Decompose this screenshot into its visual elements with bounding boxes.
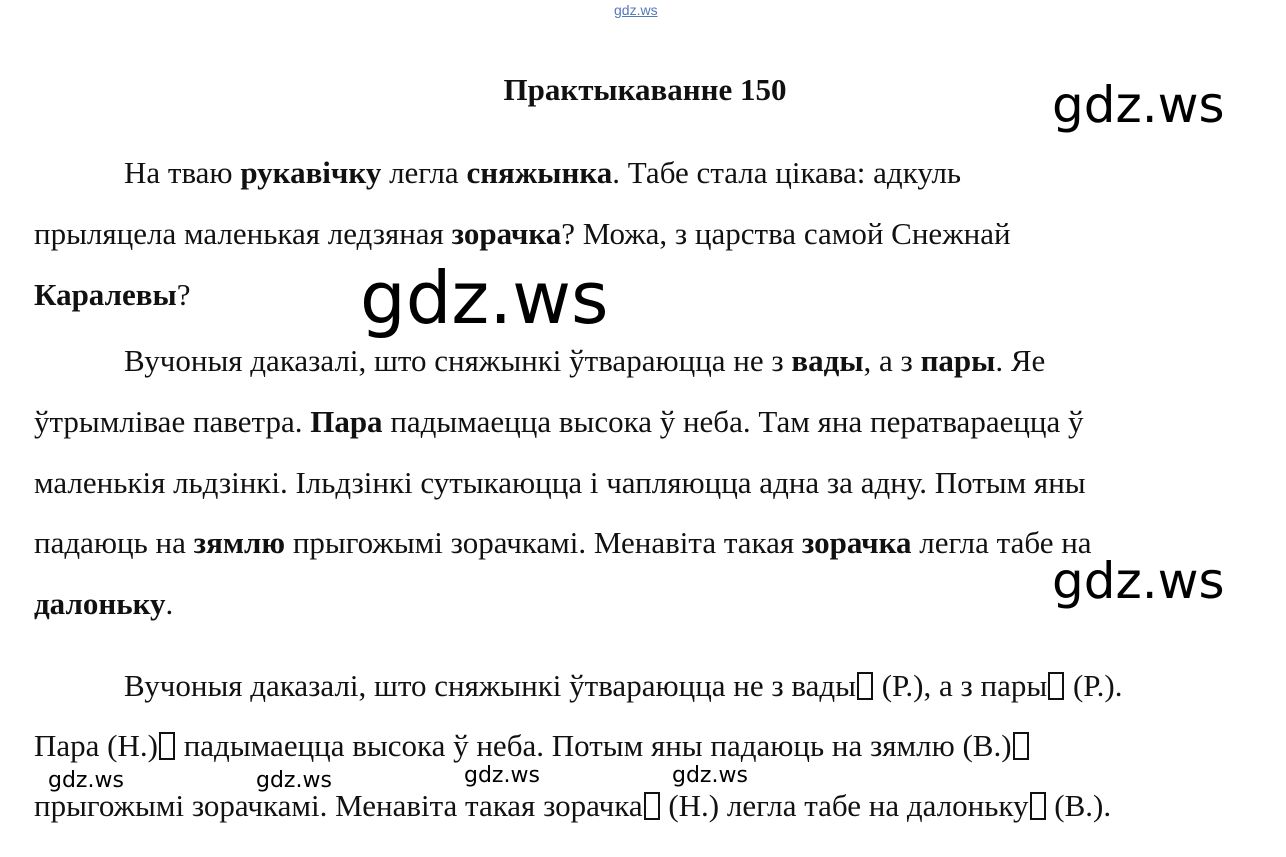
text: Вучоныя даказалі, што сняжынкі ўтвараюцца не з xyxy=(124,343,792,378)
watermark-logo: gdz.ws xyxy=(360,256,609,340)
text: прыгожымі зорачкамі. Менавіта такая xyxy=(285,525,802,560)
text: маленькія льдзінкі. Ільдзінкі сутыкаюцца і чапляюцца адна за адну. Потым яны xyxy=(34,465,1086,500)
text: (Р.), а з пары xyxy=(873,668,1048,703)
ending-box xyxy=(857,672,873,700)
bold-word: сняжынка xyxy=(466,155,613,190)
ending-box xyxy=(644,792,660,820)
bold-word: вады xyxy=(791,343,864,378)
ending-box xyxy=(1048,672,1064,700)
text: легла xyxy=(381,155,467,190)
bold-word: зямлю xyxy=(193,525,286,560)
text: ? xyxy=(176,277,191,312)
text: ? Можа, з царства самой Снежнай xyxy=(561,216,1011,251)
watermark-logo: gdz.ws xyxy=(464,763,540,788)
bold-word: Пара xyxy=(310,404,383,439)
answer-line2 xyxy=(34,728,1030,764)
paragraph2-line5 xyxy=(34,586,173,622)
paragraph2-line4 xyxy=(34,525,1092,561)
bold-word: рукавічку xyxy=(240,155,382,190)
paragraph1-line2 xyxy=(34,216,1011,252)
bold-word: пары xyxy=(920,343,996,378)
paragraph2-line1 xyxy=(124,343,1045,379)
text: На тваю xyxy=(124,155,241,190)
text: . xyxy=(165,586,174,621)
text: ўтрымлівае паветра. xyxy=(34,404,311,439)
watermark-top-link[interactable]: gdz.ws xyxy=(614,2,658,18)
paragraph1-line3 xyxy=(34,277,190,313)
paragraph1-line1 xyxy=(124,155,961,191)
text: Пара (Н.) xyxy=(34,728,158,763)
bold-word: зорачка xyxy=(451,216,562,251)
ending-box xyxy=(1013,732,1029,760)
text: прыляцела маленькая ледзяная xyxy=(34,216,452,251)
ending-box xyxy=(159,732,175,760)
answer-line1 xyxy=(124,668,1122,704)
text: легла табе на xyxy=(911,525,1092,560)
text: (Н.) легла табе на далоньку xyxy=(660,788,1029,823)
text: . Яе xyxy=(995,343,1046,378)
page-title: Практыкаванне 150 xyxy=(503,72,787,107)
text: , а з xyxy=(863,343,921,378)
watermark-logo: gdz.ws xyxy=(256,768,332,793)
text: (В.). xyxy=(1046,788,1112,823)
paragraph2-line2 xyxy=(34,404,1084,440)
text: прыгожымі зорачкамі. Менавіта такая зорачка xyxy=(34,788,643,823)
paragraph2-line3 xyxy=(34,465,1086,501)
bold-word: далоньку xyxy=(34,586,166,621)
bold-word: Каралевы xyxy=(34,277,177,312)
answer-line3 xyxy=(34,788,1111,824)
bold-word: зорачка xyxy=(801,525,912,560)
text: падымаецца высока ў неба. Там яна ператвараецца ў xyxy=(382,404,1084,439)
text: Вучоныя даказалі, што сняжынкі ўтвараюцца не з вады xyxy=(124,668,856,703)
text: падаюць на xyxy=(34,525,194,560)
ending-box xyxy=(1030,792,1046,820)
watermark-logo: gdz.ws xyxy=(1052,76,1225,134)
watermark-logo: gdz.ws xyxy=(672,763,748,788)
text: падымаецца высока ў неба. Потым яны падаюць на зямлю (В.) xyxy=(175,728,1012,763)
text: . Табе стала цікава: адкуль xyxy=(612,155,962,190)
text: (Р.). xyxy=(1065,668,1123,703)
watermark-logo: gdz.ws xyxy=(48,768,124,793)
watermark-logo: gdz.ws xyxy=(1052,552,1225,610)
